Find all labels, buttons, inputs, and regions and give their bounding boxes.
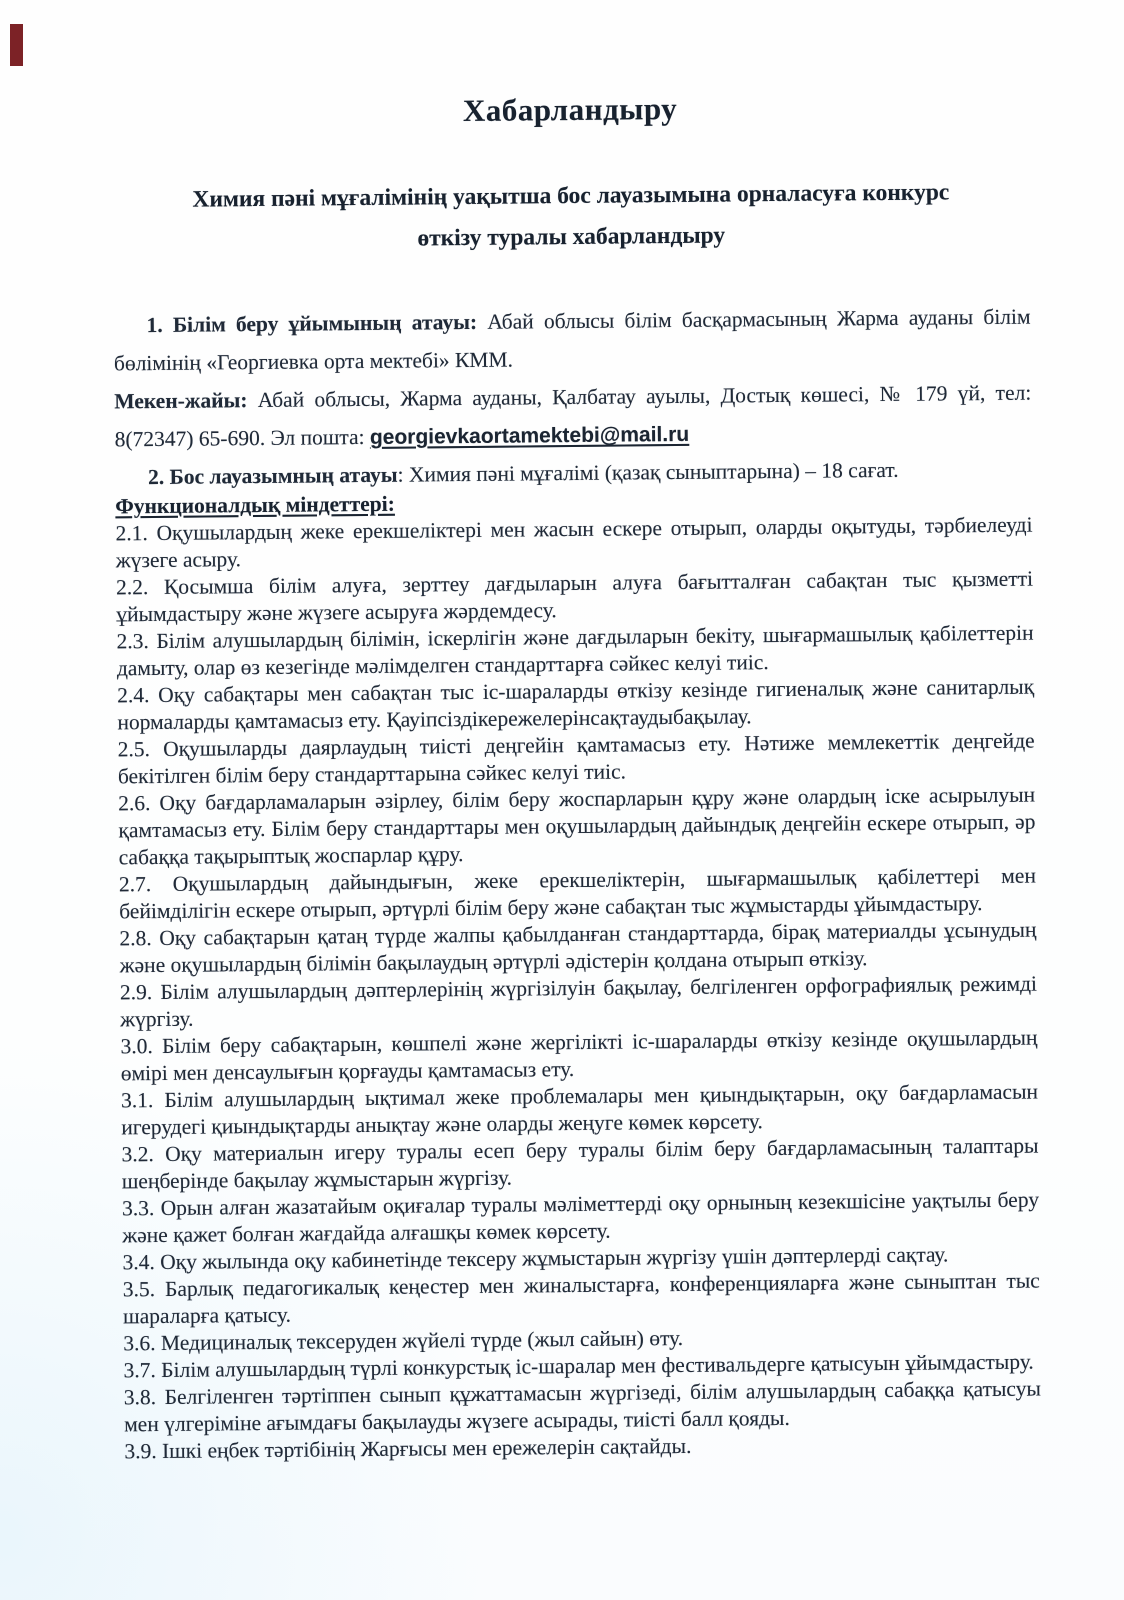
duty-paragraph: 2.8. Оқу сабақтарын қатаң түрде жалпы қабылданған стандарттарда, бірақ материалды ұсынудың және оқушылардың білімін бақылаудың әртүрлі әдістерін қолдана отырып өткізу.	[119, 917, 1037, 978]
document-subtitle-line: өткізу туралы хабарландыру	[417, 222, 726, 252]
duty-paragraph: 3.5. Барлық педагогикалық кеңестер мен жиналыстарға, конференцияларға және сыныптан тыс шараларға қатысу.	[122, 1268, 1040, 1329]
duties-list	[115, 512, 1041, 1466]
address-value: Абай облысы, Жарма ауданы, Қалбатау ауылы, Достық көшесі, № 179 үй, тел: 8(72347) 65-690. Эл пошта:	[114, 380, 1032, 452]
document-title: Хабарландыру	[462, 90, 678, 129]
duty-paragraph: 3.9. Ішкі еңбек тәртібінің Жарғысы мен ережелерін сақтайды.	[124, 1433, 692, 1464]
duty-paragraph: 2.9. Білім алушылардың дәптерлерінің жүргізілуін бақылау, белгіленген орфографиялық режимді жүргізу.	[119, 971, 1038, 1032]
duties-heading: Функционалдық міндеттері:	[115, 491, 395, 519]
duty-paragraph: 3.6. Медициналық тексеруден жүйелі түрде (жыл сайын) өту.	[123, 1325, 684, 1356]
duty-paragraph: 2.6. Оқу бағдарламаларын әзірлеу, білім беру жоспарларын құру және олардың іске асырылуын қамтамасыз ету. Білім беру стандарттары мен оқушылардың дайындық деңгейін ескере отырып, әр сабаққа тақырыптық жоспарлар құру.	[118, 782, 1036, 870]
duty-paragraph: 3.1. Білім алушылардың ықтимал жеке проблемалары мен қиындықтарын, оқу бағдарламасын игерудегі қиындықтарды анықтау және оларды жеңуге көмек көрсету.	[120, 1079, 1039, 1140]
duty-paragraph: 2.7. Оқушылардың дайындығын, жеке ерекшеліктерін, шығармашылық қабілеттері мен бейімділігін ескере отырып, әртүрлі білім беру және сабақтан тыс жұмыстарды ұйымдастыру.	[118, 863, 1037, 924]
duty-paragraph: 2.5. Оқушыларды даярлаудың тиісті деңгейін қамтамасыз ету. Нәтиже мемлекеттік деңгейде бекітілген білім беру стандарттарына сәйкес келуі тиіс.	[117, 728, 1035, 789]
duty-paragraph: 3.2. Оқу материалын игеру туралы есеп беру туралы білім беру бағдарламасының талаптары шеңберінде бақылау жұмыстарын жүргізу.	[121, 1133, 1039, 1194]
document-subtitle-line: Химия пәні мұғалімінің уақытша бос лауазымына орналасуға конкурс	[192, 179, 950, 213]
duty-paragraph: 3.3. Орын алған жазатайым оқиғалар туралы мәліметтерді оқу орнының кезекшісіне уақтылы беру және қажет болған жағдайда алғашқы көмек көрсету.	[121, 1187, 1040, 1248]
red-scan-mark	[10, 24, 23, 66]
organization-value: Абай облысы білім басқармасының Жарма ауданы білім бөлімінің «Георгиевка орта мектебі» КММ.	[113, 304, 1031, 376]
duty-paragraph: 2.3. Білім алушылардың білімін, іскерлігін және дағдыларын бекіту, шығармашылық қабілеттерін дамыту, олар өз кезегінде мәлімделген стандарттарға сәйкес келуі тиіс.	[116, 620, 1034, 681]
vacancy-value: : Химия пәні мұғалімі (қазақ сыныптарына) – 18 сағат.	[397, 457, 899, 487]
organization-label: 1. Білім беру ұйымының атауы:	[146, 309, 478, 338]
email-address: georgievkaortamektebi@mail.ru	[369, 422, 690, 449]
document-subtitle	[112, 172, 1030, 263]
duty-paragraph: 2.4. Оқу сабақтары мен сабақтан тыс іс-шараларды өткізу кезінде гигиеналық және санитарлық нормаларды қамтамасыз ету. Қауіпсіздікережелерінсақтаудыбақылау.	[117, 674, 1035, 735]
duty-paragraph: 2.2. Қосымша білім алуға, зерттеу дағдыларын алуға бағытталған сабақтан тыс қызметті ұйымдастыру және жүзеге асыруға жәрдемдесу.	[115, 566, 1034, 627]
address-paragraph	[114, 374, 1032, 460]
duty-paragraph: 3.4. Оқу жылында оқу кабинетінде тексеру жұмыстарын жүргізу үшін дәптерлерді сақтау.	[122, 1242, 949, 1275]
duty-paragraph: 3.8. Белгіленген тәртіппен сынып құжаттамасын жүргізеді, білім алушылардың сабаққа қатысуы мен үлгеріміне ағымдағы бақылауды жүзеге асырады, тиісті балл қояды.	[123, 1376, 1041, 1437]
address-label: Мекен-жайы:	[114, 388, 248, 414]
duty-paragraph: 2.1. Оқушылардың жеке ерекшеліктері мен жасын ескере отырып, оларды оқытуды, тәрбиелеуді жүзеге асыру.	[115, 512, 1033, 573]
vacancy-label: 2. Бос лауазымның атауы	[147, 462, 398, 490]
duty-paragraph: 3.0. Білім беру сабақтарын, көшпелі және жергілікті іс-шараларды өткізу кезінде оқушылардың өмірі мен денсаулығын қорғауды қамтамасыз ету.	[120, 1025, 1038, 1086]
organization-paragraph	[113, 298, 1031, 383]
document-content	[110, 0, 1041, 1465]
duty-paragraph: 3.7. Білім алушылардың түрлі конкурстық іс-шаралар мен фестивальдерге қатысуын ұйымдастыру.	[123, 1349, 1034, 1383]
